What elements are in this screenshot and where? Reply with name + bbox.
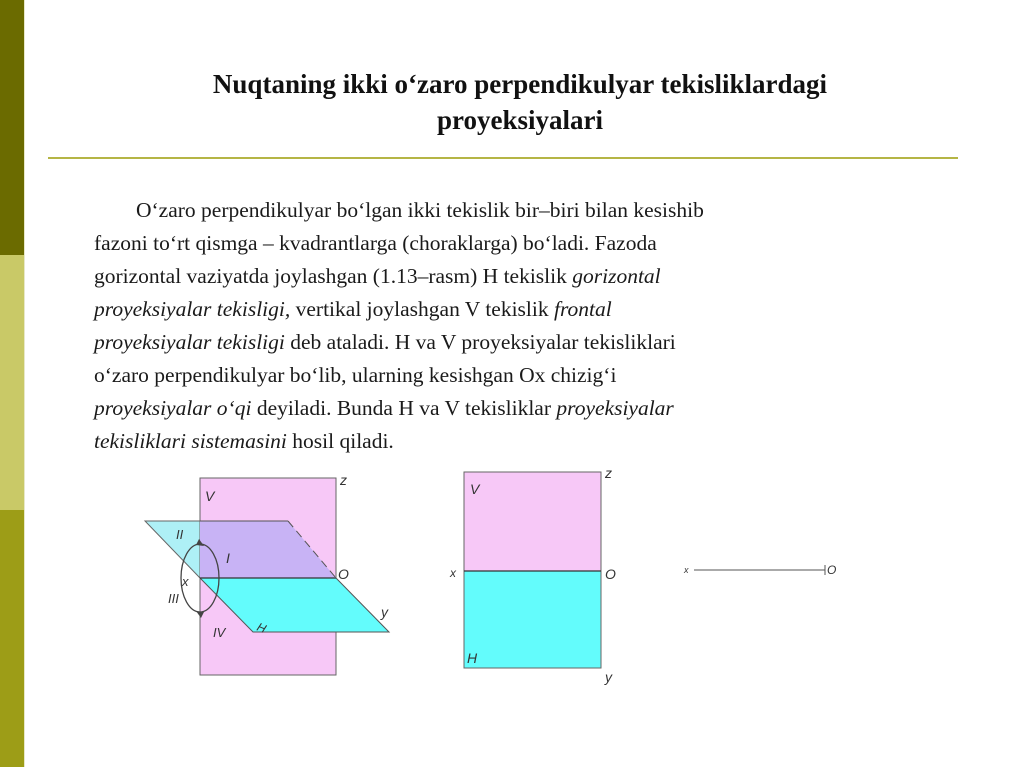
text-run: deb ataladi. H va V proyeksiyalar tekisliklari [284,330,676,354]
italic-term: proyeksiyalar tekisligi, [94,297,291,321]
title-line-2: proyeksiyalari [436,105,603,135]
label-quadrant-i: I [226,550,230,566]
italic-term: gorizontal [572,264,661,288]
paragraph-line [94,392,914,425]
text-run: hosil qiladi. [286,429,394,453]
label-v-unfolded: V [470,481,480,497]
label-x-axis: x [684,565,689,575]
text-run: fazoni to‘rt qismga – kvadrantlarga (choraklarga) bo‘ladi. Fazoda [94,231,657,255]
italic-term: tekisliklari sistemasini [94,429,287,453]
label-x-unfolded: x [450,566,456,580]
plane-h-back-left [145,521,200,578]
paragraph-line [94,425,914,458]
plane-v-unfolded [464,472,601,571]
label-o-axis: O [827,563,837,577]
plane-h-unfolded [464,571,601,668]
text-run: vertikal joylashgan V tekislik [290,297,554,321]
paragraph-line [94,194,914,227]
title-underline [48,157,958,159]
italic-term: proyeksiyalar [556,396,674,420]
paragraph-line [94,260,914,293]
italic-term: proyeksiyalar o‘qi [94,396,252,420]
paragraph-line [94,359,914,392]
text-run: deyiladi. Bunda H va V tekisliklar [251,396,557,420]
label-o-unfolded: O [605,566,616,582]
label-v-3d: V [205,488,215,504]
label-y-unfolded: y [605,669,612,685]
text-run: o‘zaro perpendikulyar bo‘lib, ularning kesishgan Ox chizig‘i [94,363,617,387]
label-z-3d: z [340,472,347,488]
figure-unfolded-planes [445,462,630,692]
label-quadrant-iv: IV [213,625,226,640]
label-o-3d: O [338,566,349,582]
paragraph-line [94,293,914,326]
title-line-1: Nuqtaning ikki o‘zaro perpendikulyar tekisliklardagi [212,69,828,99]
italic-term: frontal [554,297,612,321]
label-quadrant-iii: III [168,591,179,606]
text-run: gorizontal vaziyatda joylashgan (1.13–rasm) H tekislik [94,264,573,288]
label-x-3d: x [182,574,189,589]
side-bar-top [0,0,24,255]
italic-term: proyeksiyalar tekisligi [94,330,285,354]
figure-planes-3d [130,468,405,688]
label-h-3d: H [254,619,269,637]
label-quadrant-ii: II [176,527,184,542]
text-run: O‘zaro perpendikulyar bo‘lgan ikki tekislik bir–biri bilan kesishib [136,198,704,222]
label-y-3d: y [381,604,388,620]
side-bar-bottom [0,510,24,767]
side-bar-divider [24,0,25,767]
body-paragraph [94,194,914,458]
paragraph-line [94,326,914,359]
label-h-unfolded: H [467,650,478,666]
paragraph-line [94,227,914,260]
side-bar-middle [0,255,24,510]
slide-title [95,66,945,138]
figure-axis-only [680,558,840,584]
label-z-unfolded: z [605,465,612,481]
